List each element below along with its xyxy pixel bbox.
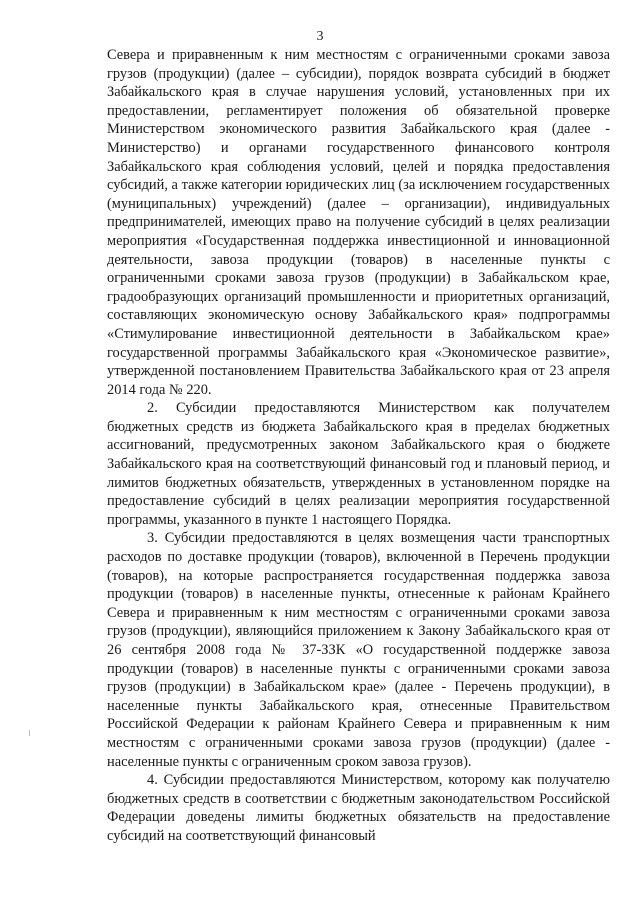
paragraph-3: 3. Субсидии предоставляются в целях возмещения части транспортных расходов по доставке продукции (товаров), включенной в Перечень продукции (товаров), на которые распространяется государственная поддержка завоза продукции (товаров) в населенные пункты, отнесенные к районам Крайнего Севера и приравненным к ним местностям с ограниченными сроками завоза грузов (продукции), являющийся приложением к Закону Забайкальского края от 26 сентября 2008 года № 37-ЗЗК «О государственной поддержке завоза продукции (товаров) в населенные пункты с ограниченными сроками завоза грузов (продукции) в Забайкальском крае» (далее - Перечень продукции), в населенные пункты Забайкальского края, отнесенные Правительством Российской Федерации к районам Крайнего Севера и приравненным к ним местностям с ограниченными сроками завоза грузов (продукции) (далее - населенные пункты с ограниченным сроком завоза грузов).	[107, 530, 610, 770]
scan-margin-mark	[29, 730, 30, 736]
document-body	[107, 46, 610, 846]
page-number: 3	[316, 29, 324, 44]
paragraph-1-continuation: Севера и приравненным к ним местностям с ограниченными сроками завоза грузов (продукции) (далее – субсидии), порядок возврата субсидий в бюджет Забайкальского края в случае нарушения условий, установленных при их предоставлении, регламентирует положения об обязательной проверке Министерством экономического развития Забайкальского края (далее - Министерство) и органами государственного финансового контроля Забайкальского края соблюдения условий, целей и порядка предоставления субсидий, а также категории юридических лиц (за исключением государственных (муниципальных) учреждений) (далее – организации), индивидуальных предпринимателей, имеющих право на получение субсидий в целях реализации мероприятия «Государственная поддержка инвестиционной и инновационной деятельности, завоза продукции (товаров) в населенные пункты с ограниченными сроками завоза грузов (продукции) в Забайкальском крае, градообразующих организаций промышленности и приоритетных организаций, составляющих экономическую основу Забайкальского края» подпрограммы «Стимулирование инвестиционной деятельности в Забайкальском крае» государственной программы Забайкальского края «Экономическое развитие», утвержденной постановлением Правительства Забайкальского края от 23 апреля 2014 года № 220.	[107, 47, 610, 398]
paragraph-2: 2. Субсидии предоставляются Министерством как получателем бюджетных средств из бюджета Забайкальского края в пределах бюджетных ассигнований, предусмотренных законом Забайкальского края о бюджете Забайкальского края на соответствующий финансовый год и плановый период, и лимитов бюджетных обязательств, утвержденных в установленном порядке на предоставление субсидий в целях реализации мероприятия государственной программы, указанного в пункте 1 настоящего Порядка.	[107, 400, 610, 528]
paragraph-4: 4. Субсидии предоставляются Министерством, которому как получателю бюджетных средств в соответствии с бюджетным законодательством Российской Федерации доведены лимиты бюджетных обязательств на предоставление субсидий на соответствующий финансовый	[107, 772, 610, 844]
